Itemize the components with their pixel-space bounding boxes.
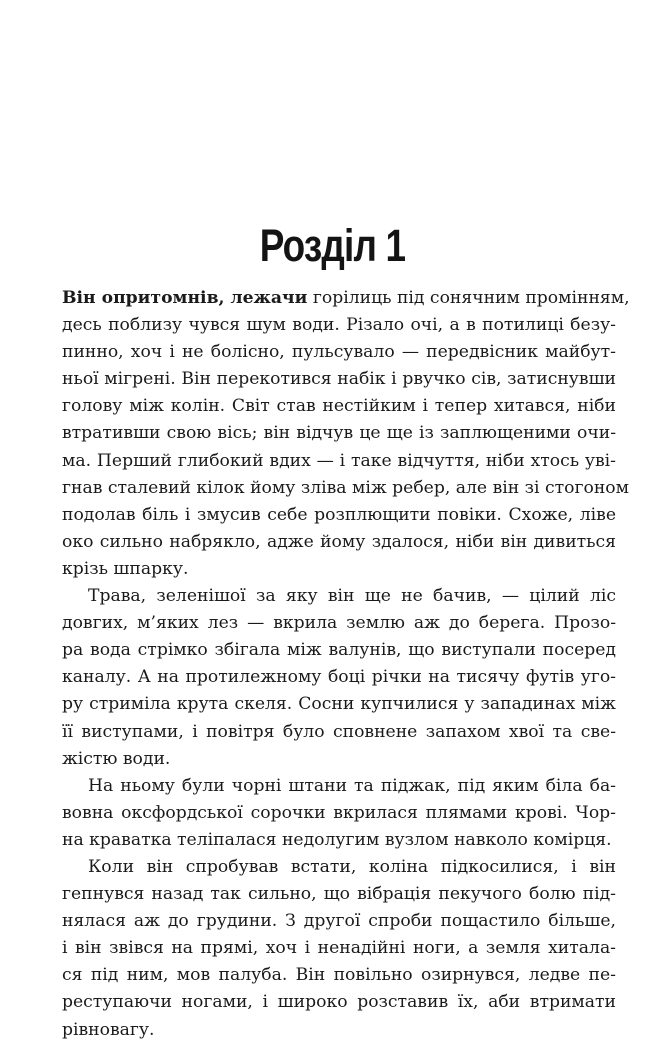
- text-line: ньої мігрені. Він перекотився набік і рвучко сів, затиснувши: [62, 369, 616, 390]
- text-line: каналу. А на протилежному боці річки на тисячу футів угo-: [62, 667, 616, 688]
- text-line: рівновагу.: [62, 1019, 155, 1040]
- text-line: ру стриміла крута скеля. Сосни купчилися у западинах між: [62, 694, 616, 715]
- text-line: ра вода стрімко збігала між валунів, що виступали посеред: [62, 640, 616, 661]
- text-line: крізь шпарку.: [62, 558, 189, 579]
- text-line: подолав біль і змусив себе розплющити повіки. Схоже, ліве: [62, 504, 616, 525]
- text-line: десь поблизу чувся шум води. Різало очі, а в потилиці безу-: [62, 315, 616, 336]
- text-line: довгих, м’яких лез — вкрила землю аж до берега. Прозо-: [62, 613, 616, 634]
- text-line: гнав сталевий кілок йому зліва між ребер, але він зі стогоном: [62, 477, 630, 498]
- text-line: Коли він спробував встати, коліна підкосилися, і він: [88, 856, 616, 877]
- text-line: ся під ним, мов палуба. Він повільно озирнувся, ледве пе-: [62, 965, 616, 986]
- text-line: голову між колін. Світ став нестійким і тепер хитався, ніби: [62, 396, 616, 417]
- paragraph-4: [62, 854, 616, 1044]
- text-line: жістю води.: [62, 748, 171, 769]
- text-line: ма. Перший глибокий вдих — і таке відчуття, ніби хтось уві-: [62, 450, 616, 471]
- text-line: її виступами, і повітря було сповнене запахом хвої та све-: [62, 721, 616, 742]
- paragraph-3: [62, 773, 616, 854]
- text-line: і він звівся на прямі, хоч і ненадійні ноги, а земля хитала-: [62, 938, 616, 959]
- text-line: вовна оксфордської сорочки вкрилася плямами крові. Чор-: [62, 802, 616, 823]
- paragraph-1: [62, 285, 630, 583]
- text-line: на краватка теліпалася недолугим вузлом навколо комірця.: [62, 829, 612, 850]
- text-line: нялася аж до грудини. З другої спроби пощастило більше,: [62, 911, 616, 932]
- text-line: реступаючи ногами, і широко розставив їх, аби втримати: [62, 992, 616, 1013]
- chapter-text: [62, 285, 630, 1044]
- chapter-title: Розділ 1: [259, 220, 406, 271]
- text-line: втративши свою вісь; він відчув це ще із заплющеними очи-: [62, 423, 616, 444]
- lead-words: Він опритомнів, лежачи: [62, 288, 308, 308]
- text-line: гепнувся назад так сильно, що вібрація пекучого болю під-: [62, 884, 616, 905]
- text-line: На ньому були чорні штани та піджак, під яким біла ба-: [88, 775, 616, 796]
- text-line: пинно, хоч і не болісно, пульсувало — передвісник майбут-: [62, 342, 616, 363]
- text-line: око сильно набрякло, адже йому здалося, ніби він дивиться: [62, 531, 616, 552]
- paragraph-2: [62, 583, 616, 773]
- text-line: Трава, зеленішої за яку він ще не бачив, — цілий ліс: [88, 586, 616, 607]
- text-line: Він опритомнів, лежачи горілиць під сонячним промінням,: [62, 288, 630, 308]
